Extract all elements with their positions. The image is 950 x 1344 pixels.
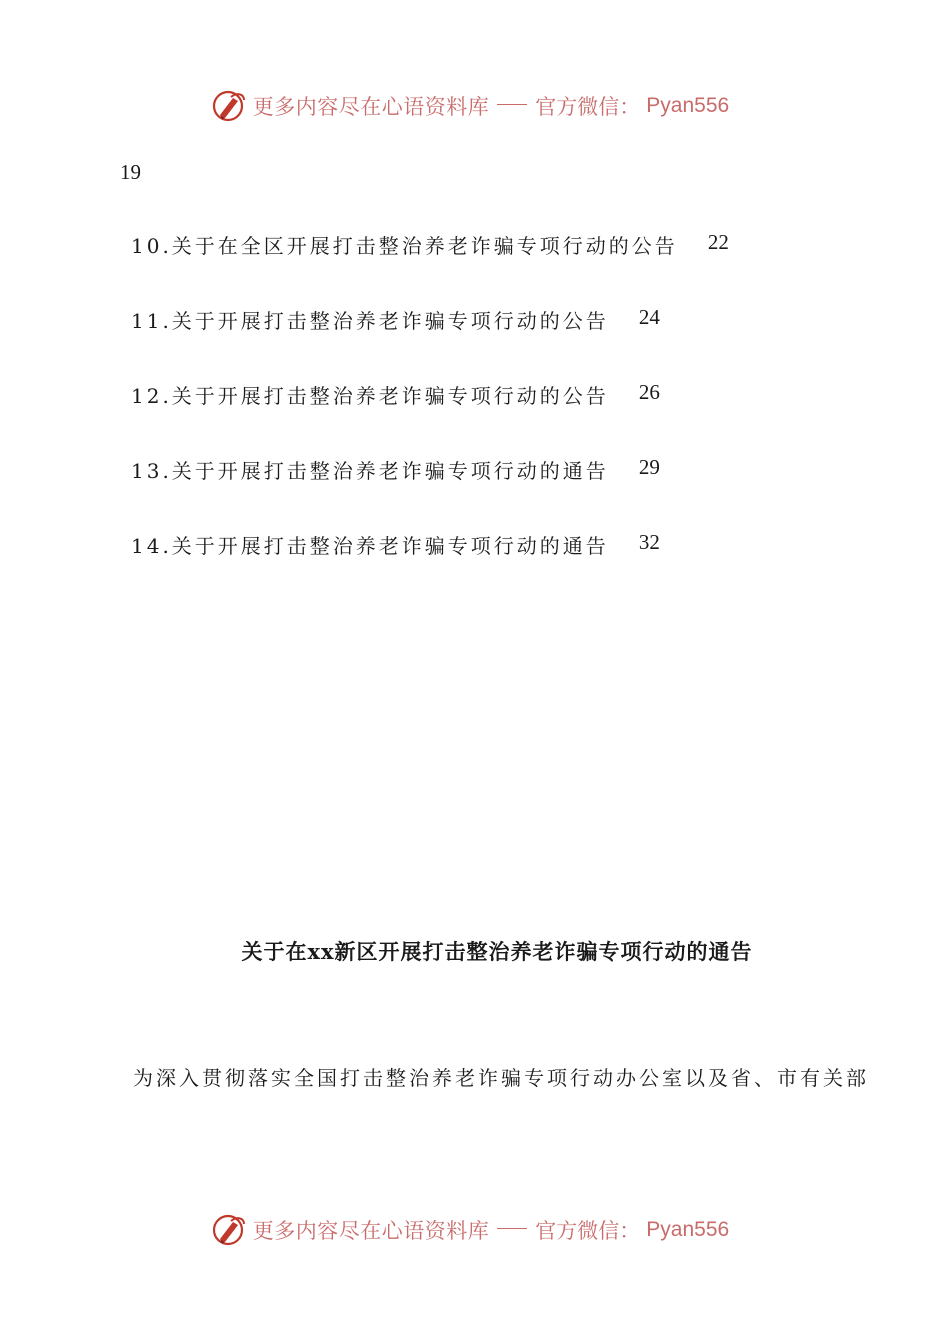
toc-entry-page: 22 bbox=[707, 230, 729, 254]
toc-entry-title: 10.关于在全区开展打击整治养老诈骗专项行动的公告 bbox=[131, 234, 678, 258]
document-paragraph: 为深入贯彻落实全国打击整治养老诈骗专项行动办公室以及省、市有关部 bbox=[133, 1066, 869, 1090]
toc-entry[interactable] bbox=[131, 305, 729, 380]
toc-entry-title: 12.关于开展打击整治养老诈骗专项行动的公告 bbox=[131, 384, 609, 408]
toc-entry-title: 13.关于开展打击整治养老诈骗专项行动的通告 bbox=[131, 459, 609, 483]
document-title: 关于在xx新区开展打击整治养老诈骗专项行动的通告 bbox=[241, 939, 753, 964]
table-of-contents bbox=[131, 230, 729, 605]
toc-entry[interactable] bbox=[131, 455, 729, 530]
banner-slogan: 更多内容尽在心语资料库 bbox=[252, 1219, 490, 1243]
banner-wechat-id: Pyan556 bbox=[646, 1218, 730, 1241]
toc-entry[interactable] bbox=[131, 380, 729, 455]
header-banner bbox=[0, 84, 950, 128]
toc-entry-page: 24 bbox=[638, 305, 660, 329]
banner-dash bbox=[497, 104, 527, 105]
toc-entry-page: 29 bbox=[638, 455, 660, 479]
pen-logo-icon bbox=[211, 88, 247, 124]
banner-slogan: 更多内容尽在心语资料库 bbox=[252, 95, 490, 119]
toc-entry-title: 14.关于开展打击整治养老诈骗专项行动的通告 bbox=[131, 534, 609, 558]
toc-entry-page: 26 bbox=[638, 380, 660, 404]
banner-label: 官方微信： bbox=[535, 1219, 641, 1243]
banner-dash bbox=[497, 1228, 527, 1229]
toc-carryover-page-number: 19 bbox=[120, 160, 141, 184]
toc-entry[interactable] bbox=[131, 530, 729, 605]
banner-wechat-id: Pyan556 bbox=[646, 94, 730, 117]
banner-label: 官方微信： bbox=[535, 95, 641, 119]
toc-entry-title: 11.关于开展打击整治养老诈骗专项行动的公告 bbox=[131, 309, 609, 333]
toc-entry[interactable] bbox=[131, 230, 729, 305]
toc-entry-page: 32 bbox=[638, 530, 660, 554]
footer-banner bbox=[0, 1208, 950, 1252]
pen-logo-icon bbox=[211, 1212, 247, 1248]
